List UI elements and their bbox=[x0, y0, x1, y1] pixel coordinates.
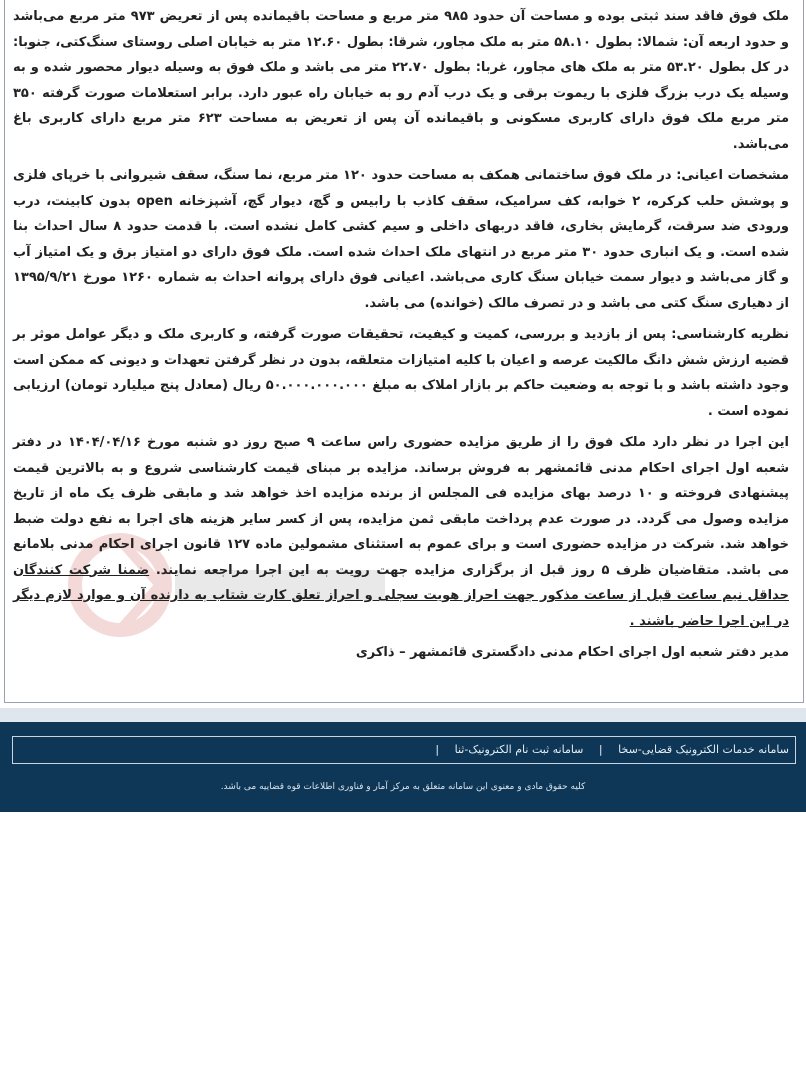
paragraph-land-description: ملک فوق فاقد سند ثبتی بوده و مساحت آن حدود ۹۸۵ متر مربع و مساحت باقیمانده پس از تعریض ۹۷۳ متر مربع می‌باشد و حدود اربعه آن: شمالا: بطول ۵۸.۱۰ متر به ملک مجاور، شرقا: بطول ۱۲.۶۰ متر به خیابان اصلی روستای سنگ‌کتی، جنوبا: در کل بطول ۵۳.۲۰ متر به ملک های مجاور، غربا: بطول ۲۲.۷۰ متر می باشد و ملک فوق به وسیله دیوار محصور شده و به وسیله یک درب بزرگ فلزی با ریموت برقی و یک درب آدم رو به خیابان راه عبور دارد. برابر استعلامات صورت گرفته ۳۵۰ متر مربع ملک فوق دارای کاربری مسکونی و باقیمانده آن پس از تعریض به مساحت ۶۲۳ متر مربع دارای کاربری باغ می‌باشد. bbox=[13, 9, 789, 152]
footer-links bbox=[12, 736, 796, 764]
copyright-text: کلیه حقوق مادی و معنوی این سامانه متعلق به مرکز آمار و فناوری اطلاعات قوه قضاییه می باشد. bbox=[220, 782, 586, 792]
footer-separator bbox=[0, 708, 806, 722]
footer-link-sana[interactable]: سامانه ثبت نام الکترونیک-ثنا bbox=[454, 743, 584, 756]
paragraph-expert-opinion: نظریه کارشناسی: پس از بازدید و بررسی، کمیت و کیفیت، تحقیقات صورت گرفته، و کاربری ملک و دیگر عوامل موثر بر قضیه ارزش شش دانگ مالکیت عرصه و اعیان با کلیه امتیازات متعلقه، بدون در نظر گرفتن تعهدات و دیونی که ممکن است وجود داشته باشد و با توجه به وضعیت حاکم بر بازار املاک به مبلغ ۵۰.۰۰۰.۰۰۰.۰۰۰ ریال (معادل پنج میلیارد تومان) ارزیابی نموده است . bbox=[13, 327, 790, 419]
footer-link-sakha[interactable]: سامانه خدمات الکترونیک قضایی-سخا bbox=[618, 743, 789, 756]
paragraph-building-specs: مشخصات اعیانی: در ملک فوق ساختمانی همکف به مساحت حدود ۱۲۰ متر مربع، نما سنگ، سقف شیروانی با خرپای فلزی و پوشش حلب کرکره، ۲ خوابه، کف سرامیک، سقف کاذب با رابیس و گچ، دیوار گچ، آشپزخانه open بدون کابینت، درب ورودی ضد سرقت، گرمایش بخاری، فاقد دربهای داخلی و سیم کشی کامل نشده است. با قدمت حدود ۸ سال احداث بنا شده است. و یک انباری حدود ۳۰ متر مربع در انتهای ملک احداث شده است. ملک فوق دارای دو امتیاز برق و یک امتیاز آب و گاز می‌باشد و دیوار سمت خیابان سنگ کاری می‌باشد. اعیانی فوق دارای پروانه احداث به شماره ۱۲۶۰ مورخ ۱۳۹۵/۹/۲۱ از دهیاری سنگ کتی می باشد و در تصرف مالک (خوانده) می باشد. bbox=[13, 168, 790, 311]
paragraph-auction-terms bbox=[13, 430, 789, 634]
site-footer bbox=[0, 722, 806, 812]
notice-content-box bbox=[4, 0, 804, 703]
signature: مدیر دفتر شعبه اول اجرای احکام مدنی دادگستری قائمشهر – ذاکری bbox=[355, 645, 789, 660]
notice-text bbox=[13, 4, 789, 672]
footer-link-divider: | bbox=[598, 743, 603, 756]
attendance-note: ضمنا شرکت کنندگان حداقل نیم ساعت قبل از ساعت مذکور جهت احراز هویت سجلی و احراز تعلق کارت شتاب به دارنده آن و موارد لازم دیگر در این اجرا حاضر باشند . bbox=[13, 562, 789, 629]
footer-link-divider-end: | bbox=[435, 743, 440, 756]
auction-terms-text: این اجرا در نظر دارد ملک فوق را از طریق مزایده حضوری راس ساعت ۹ صبح روز دو شنبه مورخ ۱۴۰۴/۰۴/۱۶ در دفتر شعبه اول اجرای احکام مدنی قائمشهر به فروش برساند. مزایده بر مبنای قیمت کارشناسی شروع و به بالاترین قیمت پیشنهادی فروخته و ۱۰ درصد بهای مزایده فی المجلس از برنده مزایده اخذ خواهد شد و مابقی ظرف یک ماه از تاریخ مزایده وصول می گردد. در صورت عدم پرداخت مابقی ثمن مزایده، پس از کسر سایر هزینه های اجرا به نفع دولت ضبط خواهد شد. شرکت در مزایده حضوری است و برای عموم به استثنای مشمولین ماده ۱۲۷ قانون اجرای احکام مدنی بلامانع می باشد. متقاضیان ظرف ۵ روز قبل از برگزاری مزایده جهت رویت به این اجرا مراجعه نمایند. bbox=[13, 435, 790, 578]
